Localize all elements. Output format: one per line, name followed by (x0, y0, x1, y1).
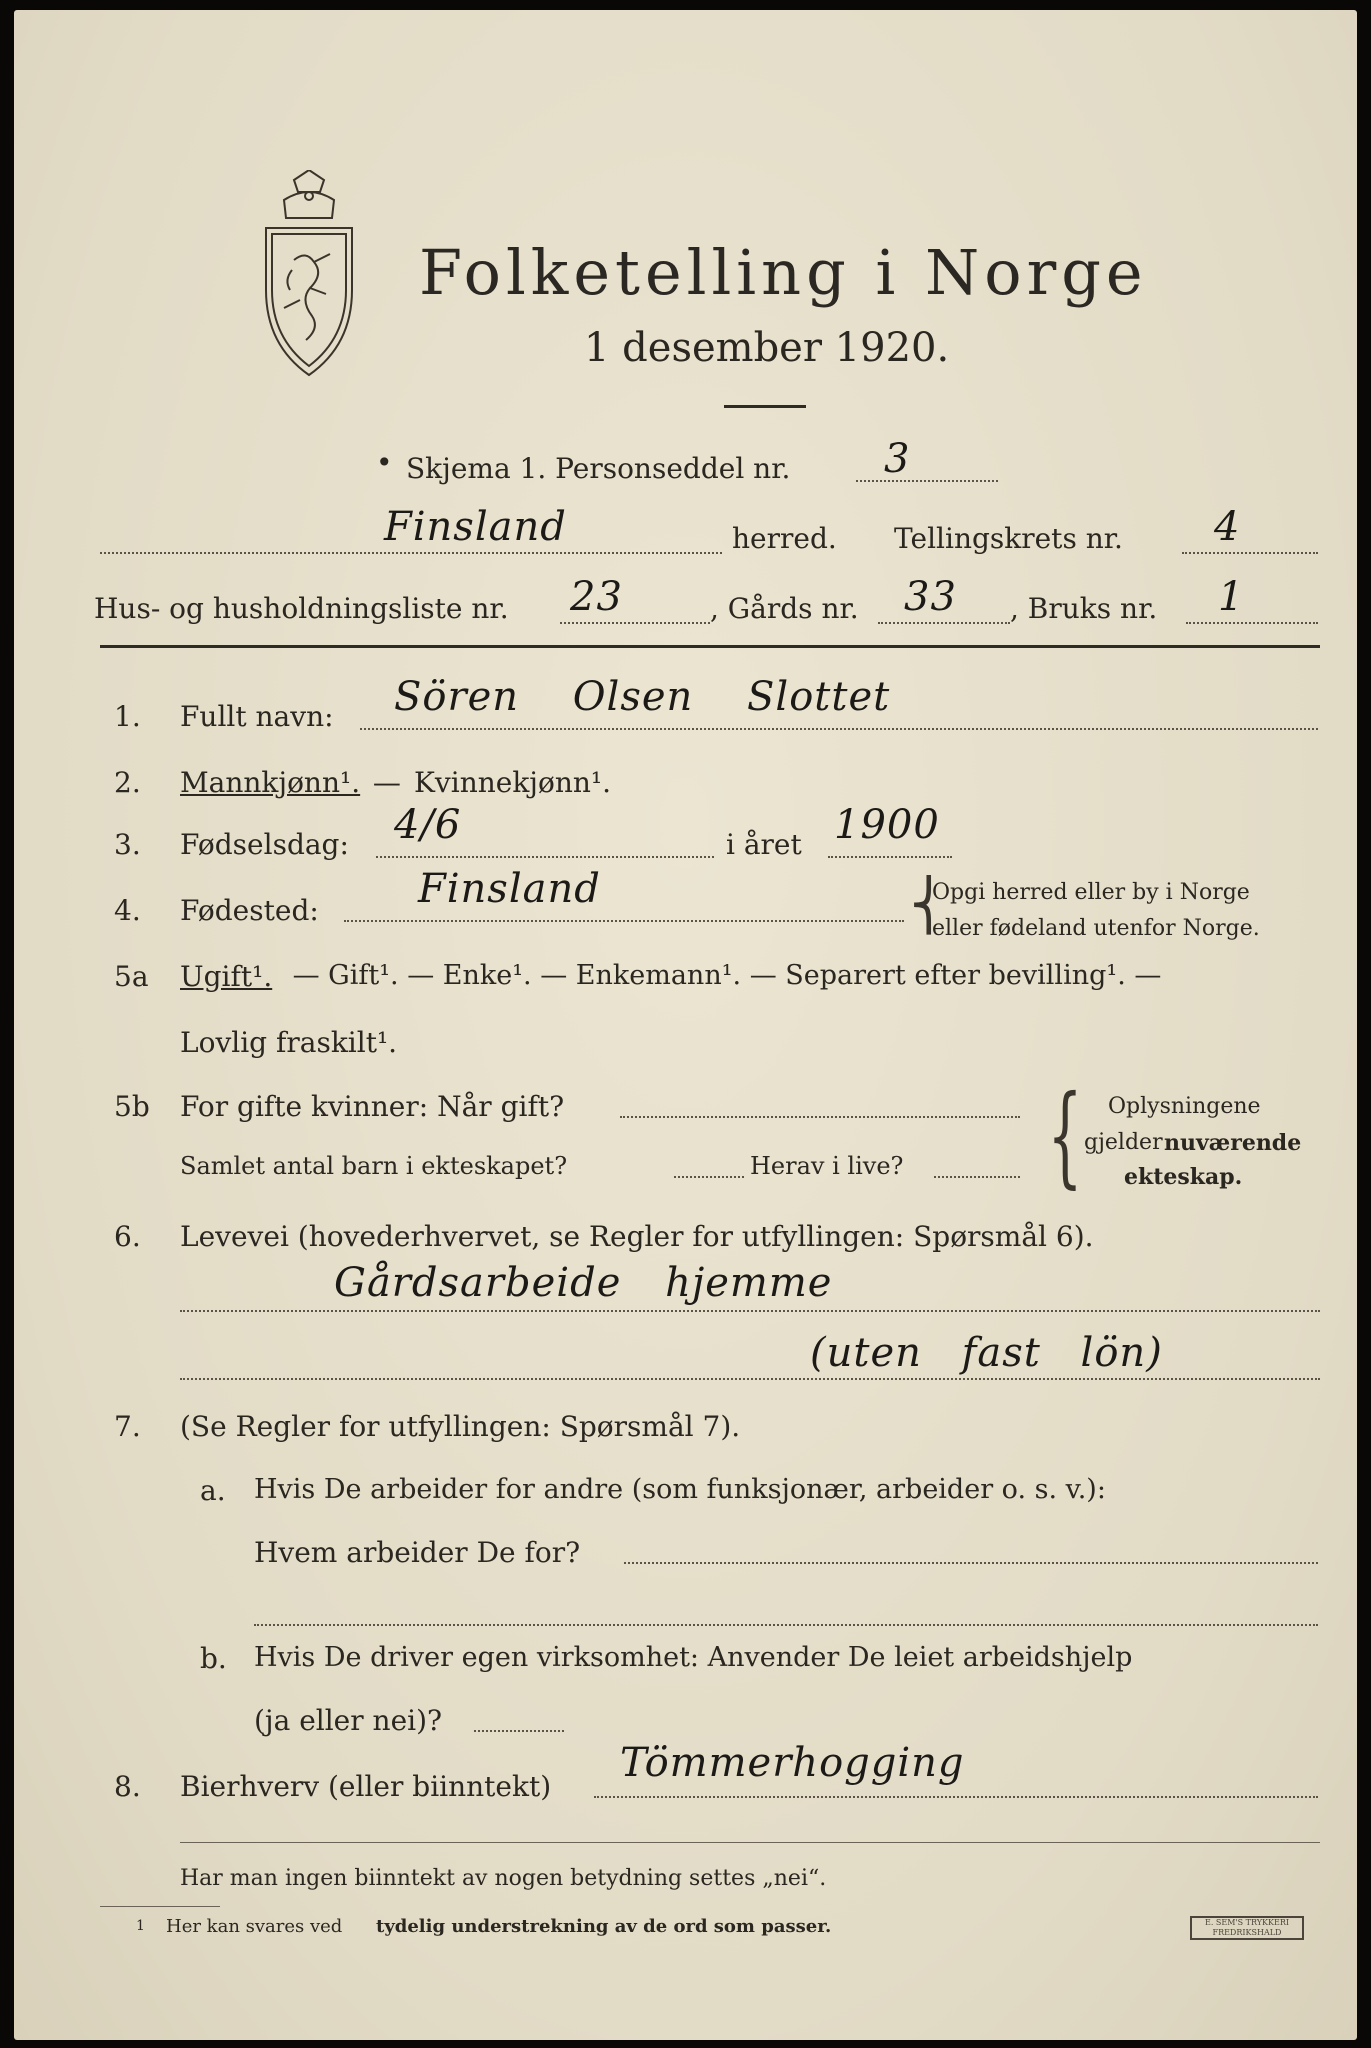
census-date: 1 desember 1920. (584, 325, 950, 371)
hus-label: Hus- og husholdningsliste nr. (94, 592, 509, 625)
q5b-label-children: Samlet antal barn i ekteskapet? (180, 1152, 568, 1180)
footer-divider-top (180, 1842, 1320, 1843)
marital-divorced-option: Lovlig fraskilt¹. (180, 1026, 398, 1059)
gards-nr: 33 (904, 574, 957, 620)
footer-note: Har man ingen biinntekt av nogen betydning settes „nei“. (180, 1866, 827, 1891)
q8-line (594, 1796, 1318, 1798)
birth-day-value: 4/6 (394, 802, 462, 848)
q3-year-line (828, 856, 952, 858)
q6-line2 (180, 1378, 1320, 1380)
herred-value: Finsland (384, 504, 567, 550)
q7b-letter: b. (200, 1642, 227, 1675)
q5b-label-married: For gifte kvinner: Når gift? (180, 1090, 565, 1123)
q5b-note-line1: Oplysningene (1108, 1094, 1261, 1119)
q7a-employer-label: Hvem arbeider De for? (254, 1536, 581, 1569)
skjema-label: Skjema 1. Personseddel nr. (406, 452, 791, 485)
q3-number: 3. (114, 828, 141, 861)
q5b-alive-line (934, 1176, 1020, 1178)
birth-year-value: 1900 (834, 802, 940, 848)
q5b-note-line2b: nuværende (1164, 1130, 1302, 1156)
bruks-nr: 1 (1218, 574, 1245, 620)
herred-label: herred. (732, 522, 837, 555)
q7a-letter: a. (200, 1474, 226, 1507)
q3-year-label: i året (726, 828, 802, 861)
q8-label: Bierhverv (eller biinntekt) (180, 1770, 552, 1803)
gender-separator: — (364, 766, 410, 799)
coat-of-arms-icon (254, 170, 364, 380)
q6-line1 (180, 1310, 1320, 1312)
q7a-label: Hvis De arbeider for andre (som funksjonær, arbeider o. s. v.): (254, 1474, 1106, 1505)
gender-female-option: Kvinnekjønn¹. (414, 766, 612, 799)
bruks-line (1186, 622, 1318, 624)
q1-number: 1. (114, 700, 141, 733)
marital-unmarried-option: Ugift¹. (180, 960, 273, 993)
hus-nr: 23 (570, 574, 623, 620)
birthplace-value: Finsland (418, 866, 601, 912)
full-name-value: Sören Olsen Slottet (394, 674, 891, 720)
personseddel-line (856, 480, 998, 482)
q5b-note-line3: ekteskap. (1124, 1164, 1243, 1190)
q4-note-line2: eller fødeland utenfor Norge. (932, 916, 1260, 941)
census-form-sheet (14, 10, 1357, 2040)
q5b-number: 5b (114, 1090, 150, 1123)
hus-line (560, 622, 710, 624)
gender-male-option: Mannkjønn¹. (180, 766, 361, 799)
q4-number: 4. (114, 894, 141, 927)
footnote-text-b: tydelig understrekning av de ord som passer. (376, 1916, 832, 1937)
q7b-answer-line (474, 1730, 564, 1732)
herred-line (100, 552, 722, 554)
q1-line (360, 728, 1318, 730)
gards-label: , Gårds nr. (710, 592, 859, 625)
q5b-married-line (620, 1116, 1020, 1118)
gards-line (878, 622, 1010, 624)
title-divider (724, 405, 806, 408)
q3-label: Fødselsdag: (180, 828, 349, 861)
q2-number: 2. (114, 766, 141, 799)
q7a-employer-line2 (254, 1624, 1318, 1626)
marital-other-options: — Gift¹. — Enke¹. — Enkemann¹. — Separert efter bevilling¹. — (284, 960, 1162, 991)
q5b-note-bracket: { (1047, 1071, 1083, 1199)
q5a-number: 5a (114, 960, 149, 993)
footnote-text-a: Her kan svares ved (166, 1916, 343, 1937)
q3-day-line (376, 856, 714, 858)
q4-bracket: ⎨ (910, 876, 948, 934)
printer-stamp: E. SEM'S TRYKKERI FREDRIKSHALD (1190, 1916, 1304, 1940)
header-divider (100, 645, 1320, 648)
q4-label: Fødested: (180, 894, 319, 927)
form-title: Folketelling i Norge (419, 236, 1148, 309)
q7b-answer-label: (ja eller nei)? (254, 1704, 443, 1737)
q7b-label: Hvis De driver egen virksomhet: Anvender De leiet arbeidshjelp (254, 1642, 1133, 1673)
q7-number: 7. (114, 1410, 141, 1443)
tellingskrets-line (1182, 552, 1318, 554)
bruks-label: , Bruks nr. (1010, 592, 1158, 625)
occupation-value-2: (uten fast lön) (810, 1330, 1163, 1376)
q7-label: (Se Regler for utfyllingen: Spørsmål 7). (180, 1410, 741, 1443)
footnote-mark: 1 (136, 1918, 145, 1934)
personseddel-nr: 3 (884, 436, 911, 482)
tellingskrets-label: Tellingskrets nr. (894, 522, 1123, 555)
q1-label: Fullt navn: (180, 700, 334, 733)
q4-note-line1: Opgi herred eller by i Norge (932, 880, 1250, 905)
tellingskrets-nr: 4 (1214, 504, 1241, 550)
footnote-divider (100, 1906, 220, 1907)
q5b-note-line2a: gjelder (1084, 1130, 1163, 1155)
q6-label: Levevei (hovederhvervet, se Regler for utfyllingen: Spørsmål 6). (180, 1220, 1094, 1253)
q8-number: 8. (114, 1770, 141, 1803)
side-occupation-value: Tömmerhogging (620, 1740, 965, 1786)
q6-number: 6. (114, 1220, 141, 1253)
q5b-children-line (674, 1176, 744, 1178)
occupation-value: Gårdsarbeide hjemme (334, 1260, 833, 1306)
q4-line (344, 920, 904, 922)
q5b-label-alive: Herav i live? (750, 1152, 904, 1180)
dot-mark: • (376, 446, 393, 479)
q7a-employer-line (624, 1562, 1318, 1564)
